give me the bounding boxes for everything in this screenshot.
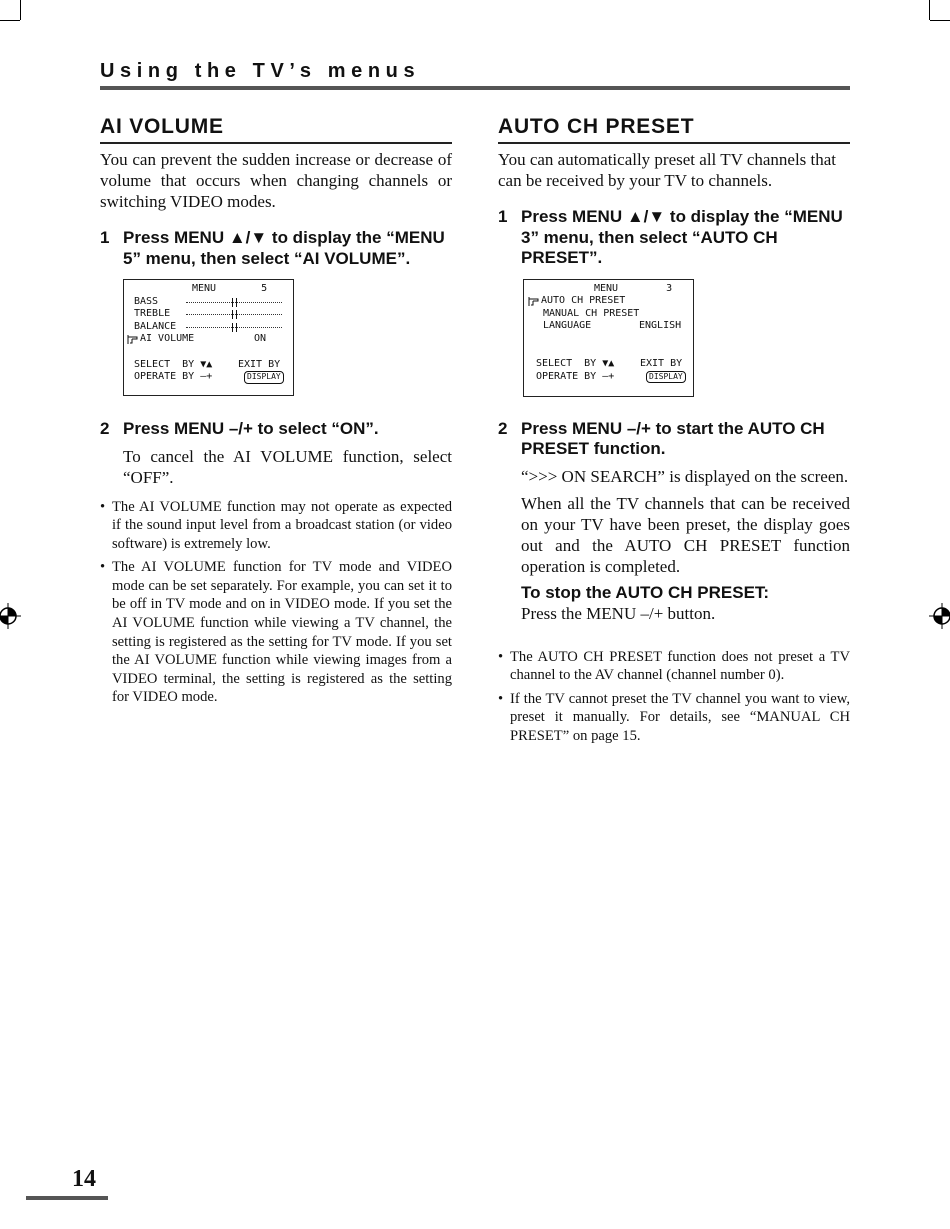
- osd-treble: TREBLE: [134, 308, 171, 320]
- osd-balance: BALANCE: [134, 320, 177, 332]
- crop-mark: [930, 20, 950, 21]
- pointing-hand-icon: [127, 333, 140, 345]
- step-number: 1: [100, 228, 110, 247]
- step-number: 2: [498, 418, 508, 438]
- step-text: Press MENU ▲/▼ to display the “MENU 3” menu, then select “AUTO CH PRESET”.: [521, 207, 843, 267]
- footer-rule: [26, 1196, 108, 1200]
- step-number: 1: [498, 207, 508, 226]
- section-intro: You can automatically preset all TV channels that can be received by your TV to channels.: [498, 150, 837, 190]
- display-key-icon: DISPLAY: [244, 371, 284, 384]
- menu-5-screen: [123, 279, 294, 396]
- list-item: • The AI VOLUME function for TV mode and VIDEO mode can be set separately. For example, you can set it to be off in TV mode and on in VIDEO mode. If you set the AI VOLUME function while viewing a TV channel, the setting is registered as the setting for TV mode. If you set the AI VOLUME function while viewing images from a VIDEO terminal, the setting is registered as the setting for VIDEO mode.: [100, 559, 452, 706]
- osd-operate-hint: OPERATE BY –+: [134, 371, 213, 383]
- display-key-icon: DISPLAY: [646, 371, 686, 384]
- step: [100, 228, 452, 269]
- pointing-hand-icon: [528, 295, 541, 307]
- section-title: AI VOLUME: [100, 115, 452, 144]
- crop-mark: [929, 0, 930, 20]
- menu-3-screen: [523, 279, 694, 397]
- list-item: • The AI VOLUME function may not operate as expected if the sound input level from a broadcast station (or video software) is extremely low.: [100, 498, 452, 552]
- osd-exit-hint: EXIT BY: [640, 358, 683, 370]
- auto-ch-preset-section: [498, 115, 850, 745]
- osd-select-hint: SELECT BY ▼▲: [536, 358, 615, 370]
- osd-menu-label: MENU: [594, 282, 619, 294]
- step-text: Press MENU –/+ to start the AUTO CH PRESET function.: [521, 418, 825, 458]
- osd-menu-number: 5: [261, 283, 268, 294]
- section-title: AUTO CH PRESET: [498, 115, 850, 144]
- list-item: • If the TV cannot preset the TV channel you want to view, preset it manually. For details, see “MANUAL CH PRESET” on page 15.: [498, 690, 850, 744]
- page-number: 14: [72, 1166, 96, 1192]
- step: [498, 207, 850, 269]
- crop-mark: [0, 20, 20, 21]
- osd-balance-slider: [186, 321, 282, 334]
- osd-ai-value: ON: [254, 333, 267, 345]
- step-text: Press MENU –/+ to select “ON”.: [123, 419, 379, 438]
- osd-exit-hint: EXIT BY: [238, 358, 281, 370]
- osd-menu-number: 3: [666, 282, 673, 294]
- step-body: “>>> ON SEARCH” is displayed on the screen.: [521, 466, 849, 486]
- header-rule: [100, 86, 850, 90]
- notes-list: [100, 498, 452, 708]
- step-number: 2: [100, 419, 110, 438]
- notes-list: [498, 648, 850, 746]
- step: [100, 419, 452, 440]
- step: [498, 419, 850, 460]
- substep-title: To stop the AUTO CH PRESET:: [521, 582, 770, 602]
- osd-bass: BASS: [134, 295, 159, 307]
- osd-operate-hint: OPERATE BY –+: [536, 370, 615, 382]
- substep-body: Press the MENU –/+ button.: [521, 603, 716, 623]
- step-text: Press MENU ▲/▼ to display the “MENU 5” menu, then select “AI VOLUME”.: [123, 228, 445, 268]
- section-intro: You can prevent the sudden increase or decrease of volume that occurs when changing channels or switching VIDEO modes.: [100, 150, 452, 211]
- step-body: To cancel the AI VOLUME function, select “OFF”.: [123, 446, 452, 487]
- osd-auto-ch-preset: AUTO CH PRESET: [541, 295, 626, 307]
- osd-ai-volume: AI VOLUME: [140, 333, 195, 345]
- osd-menu-label: MENU: [192, 283, 217, 294]
- registration-mark-icon: [929, 603, 950, 629]
- osd-select-hint: SELECT BY ▼▲: [134, 358, 213, 370]
- ai-volume-section: [100, 115, 452, 707]
- osd-manual-ch-preset: MANUAL CH PRESET: [543, 307, 640, 319]
- step-body: When all the TV channels that can be received on your TV have been preset, the display goes out and the AUTO CH PRESET function operation is completed.: [521, 493, 850, 576]
- crop-mark: [20, 0, 21, 20]
- page-header: Using the TV’s menus: [100, 60, 421, 82]
- osd-language-value: ENGLISH: [639, 320, 682, 332]
- osd-language: LANGUAGE: [543, 320, 592, 332]
- osd-treble-slider: [186, 308, 282, 321]
- registration-mark-icon: [0, 603, 21, 629]
- osd-bass-slider: [186, 296, 282, 309]
- list-item: • The AUTO CH PRESET function does not preset a TV channel to the AV channel (channel number 0).: [498, 648, 850, 684]
